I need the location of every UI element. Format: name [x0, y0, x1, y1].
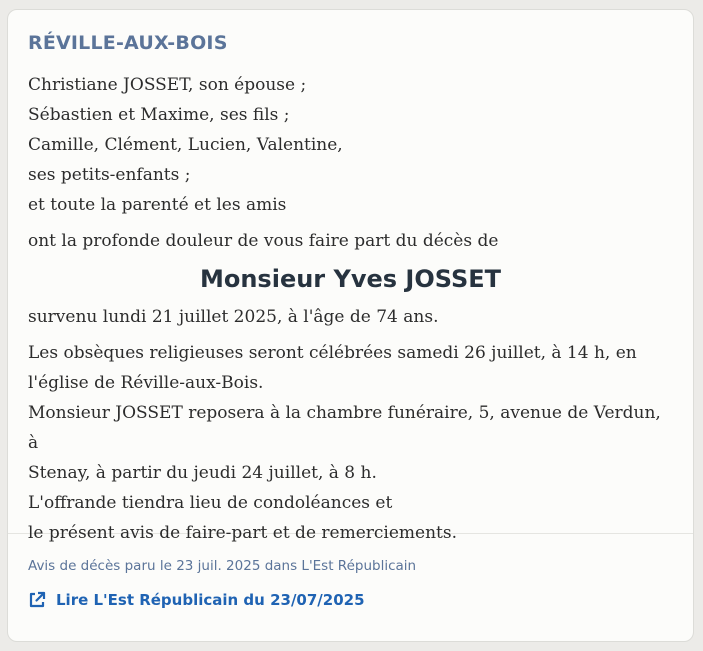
- details-block: [28, 338, 673, 548]
- details-line: Monsieur JOSSET reposera à la chambre funéraire, 5, avenue de Verdun, à: [28, 403, 661, 453]
- family-line: Camille, Clément, Lucien, Valentine,: [28, 135, 343, 155]
- family-line: Christiane JOSSET, son épouse ;: [28, 75, 307, 95]
- town-heading: RÉVILLE-AUX-BOIS: [28, 32, 228, 54]
- details-line: Stenay, à partir du jeudi 24 juillet, à 8 h.: [28, 463, 377, 483]
- deceased-name: Monsieur Yves JOSSET: [199, 265, 502, 293]
- obituary-card: [7, 9, 694, 642]
- death-info: survenu lundi 21 juillet 2025, à l'âge de 74 ans.: [28, 307, 439, 327]
- read-newspaper-link[interactable]: [28, 590, 673, 610]
- details-line: l'église de Réville-aux-Bois.: [28, 373, 264, 393]
- details-line: le présent avis de faire-part et de remerciements.: [28, 523, 458, 543]
- announcement-text: ont la profonde douleur de vous faire part du décès de: [28, 231, 499, 251]
- publication-source: Avis de décès paru le 23 juil. 2025 dans L'Est Républicain: [28, 558, 417, 574]
- family-block: [28, 70, 673, 220]
- details-line: Les obsèques religieuses seront célébrées samedi 26 juillet, à 14 h, en: [28, 343, 637, 363]
- external-link-icon: [28, 591, 46, 609]
- details-line: L'offrande tiendra lieu de condoléances et: [28, 493, 393, 513]
- family-line: et toute la parenté et les amis: [28, 195, 287, 215]
- read-newspaper-link-label: Lire L'Est Républicain du 23/07/2025: [56, 591, 365, 609]
- family-line: Sébastien et Maxime, ses fils ;: [28, 105, 290, 125]
- obituary-body: [8, 10, 693, 543]
- family-line: ses petits-enfants ;: [28, 165, 191, 185]
